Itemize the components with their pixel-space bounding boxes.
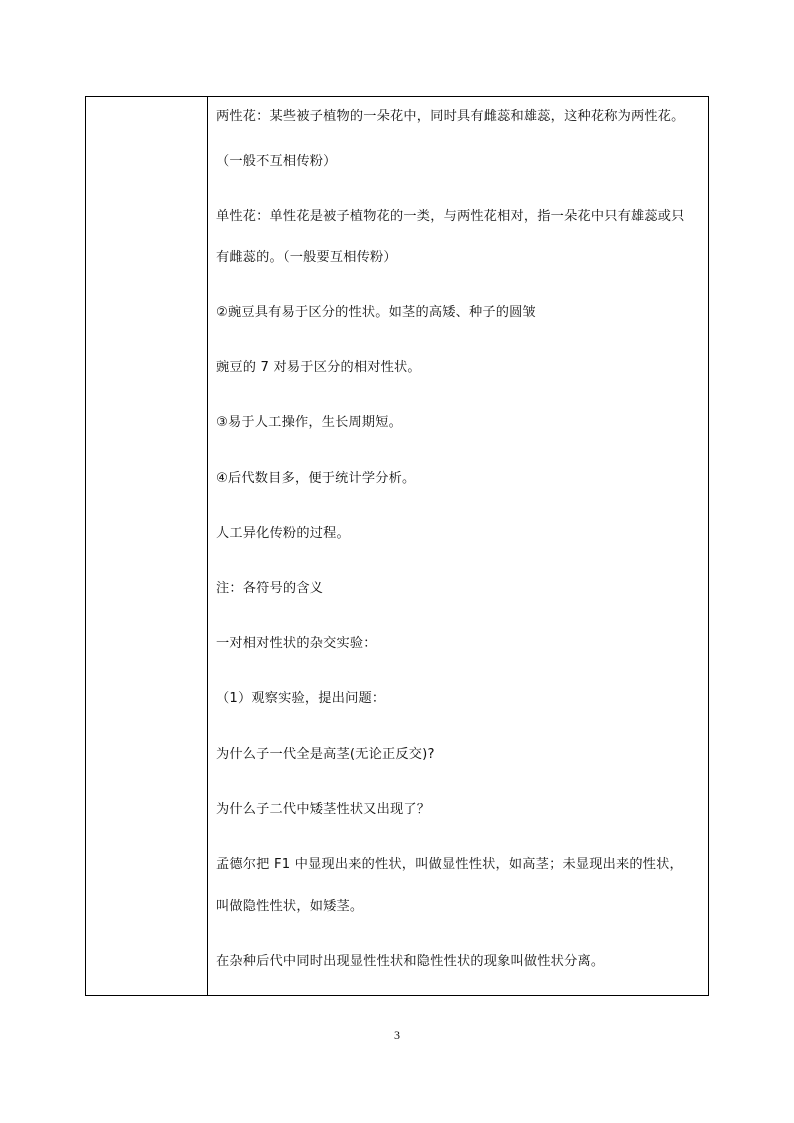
text-line: ④后代数目多，便于统计学分析。 bbox=[216, 471, 416, 486]
text-line: （一般不互相传粉） bbox=[216, 154, 337, 169]
text-line: 注：各符号的含义 bbox=[216, 581, 324, 596]
content-table bbox=[85, 96, 709, 996]
text-line: 为什么子二代中矮茎性状又出现了？ bbox=[216, 802, 431, 817]
text-line: 人工异化传粉的过程。 bbox=[216, 526, 350, 541]
text-line: 单性花：单性花是被子植物花的一类，与两性花相对，指一朵花中只有雄蕊或只 bbox=[216, 209, 685, 224]
page-number: 3 bbox=[394, 1028, 400, 1042]
text-line: ③易于人工操作，生长周期短。 bbox=[216, 415, 403, 430]
text-line: 一对相对性状的杂交实验： bbox=[216, 636, 377, 651]
text-line: 叫做隐性性状，如矮茎。 bbox=[216, 899, 364, 914]
text-line: 孟德尔把 F1 中显现出来的性状，叫做显性性状，如高茎；未显现出来的性状， bbox=[216, 857, 683, 872]
text-line: 为什么子一代全是高茎(无论正反交)? bbox=[216, 747, 435, 762]
text-line: 两性花：某些被子植物的一朵花中，同时具有雌蕊和雄蕊，这种花称为两性花。 bbox=[216, 109, 685, 124]
text-line: ②豌豆具有易于区分的性状。如茎的高矮、种子的圆皱 bbox=[216, 305, 536, 320]
text-line: 在杂种后代中同时出现显性性状和隐性性状的现象叫做性状分离。 bbox=[216, 954, 605, 969]
column-divider bbox=[207, 97, 208, 995]
text-line: 有雌蕊的。（一般要互相传粉） bbox=[216, 250, 397, 265]
text-line: （1）观察实验，提出问题： bbox=[216, 691, 386, 706]
text-line: 豌豆的 7 对易于区分的相对性状。 bbox=[216, 360, 421, 375]
